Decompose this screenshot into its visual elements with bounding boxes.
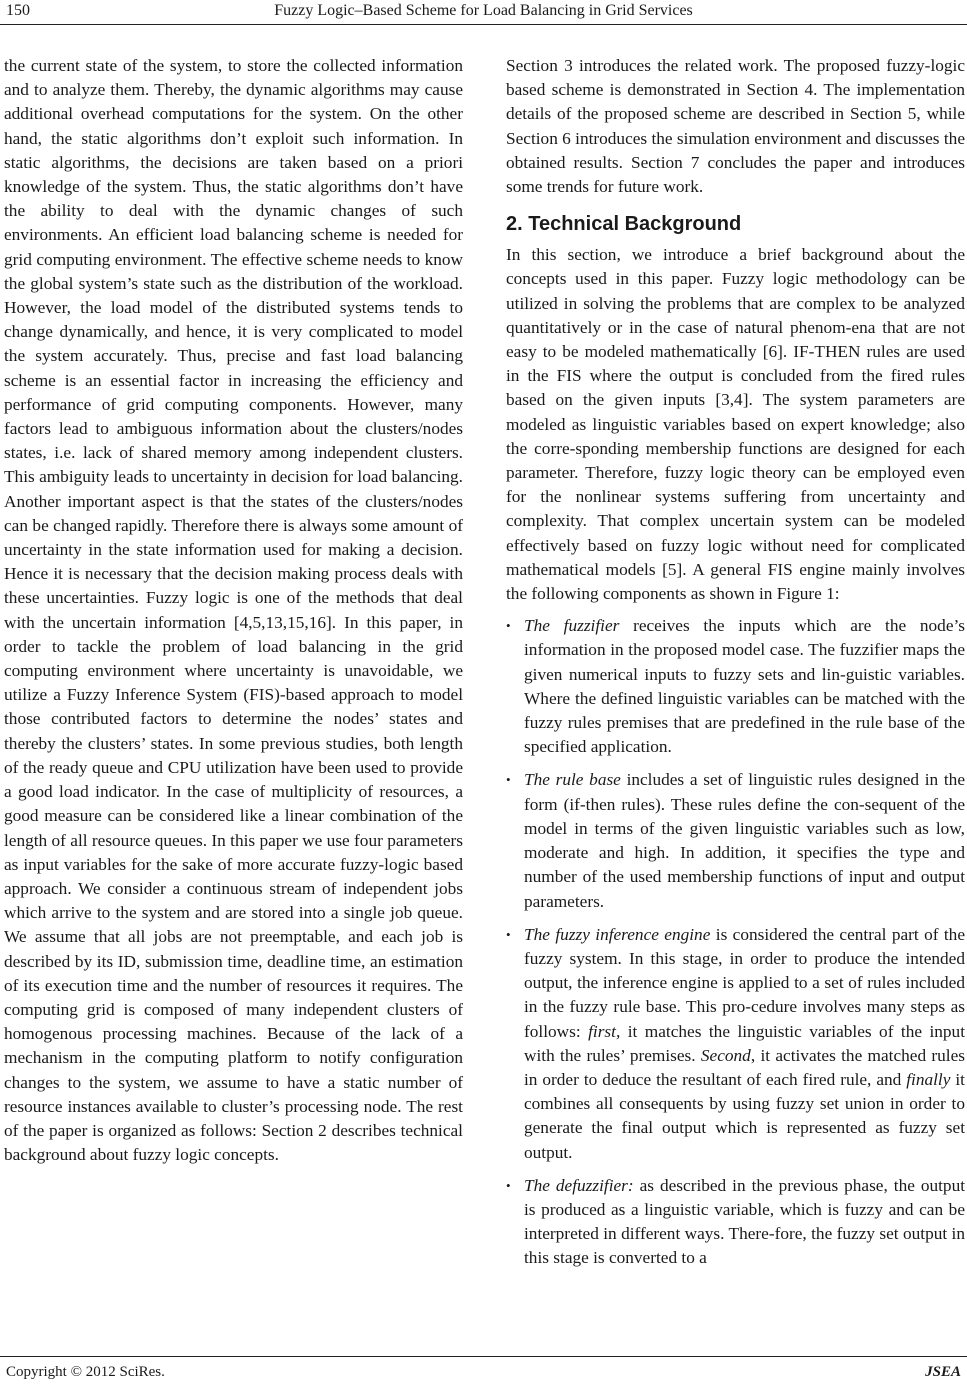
bullet-icon: • — [506, 772, 511, 788]
section-heading: 2. Technical Background — [506, 213, 742, 236]
background-paragraph: In this section, we introduce a brief background about the concepts used in this paper. Fuzzy logic methodology can be utilized in solving the problems that are complex to be analyzed quantitatively or in the case of natural phenom-ena that are not easy to be modeled mathematically [6]. IF-THEN rules are used in the FIS where the output is concluded from the fired rules based on the given inputs [3,4]. The system parameters are modeled as linguistic variables based on expert knowledge; also the corre-sponding membership functions are designed for each parameter. Therefore, fuzzy logic theory can be employed even for the nonlinear systems suffering from uncertainty and complexity. That complex uncertain system can be modeled effectively based on fuzzy logic without need for complicated mathematical models [5]. A general FIS engine mainly involves the following components as shown in Figure 1: — [506, 245, 965, 604]
term-defuzzifier: The defuzzifier: — [524, 1175, 634, 1195]
running-title: Fuzzy Logic–Based Scheme for Load Balancing in Grid Services — [274, 2, 693, 19]
emphasis-second: Second — [700, 1045, 751, 1065]
list-item-inference-engine — [506, 923, 965, 1165]
bullet-icon: • — [506, 926, 511, 942]
body-paragraph: the current state of the system, to store the collected information and to analyze them. Thereby, the dynamic algorithms may cause additional overhead computations for the system. On the other hand, the static algorithms don’t exploit such information. In static algorithms, the decisions are taken based on a priori knowledge of the system. Thus, the static algorithms don’t have the ability to deal with the dynamic changes of such environments. An efficient load balancing scheme is needed for grid computing environment. The effective scheme needs to know the global system’s state such as the distribution of the workload. However, the load model of the distributed systems tends to change dynamically, and hence, it is very complicated to model the system accurately. Thus, precise and fast load balancing scheme is an essential factor in increasing the efficiency and performance of grid computing components. However, many factors lead to ambiguous information about the clusters/nodes states, i.e. lack of shared memory among independent clusters. This ambiguity leads to uncertainty in decision for load balancing. Another important aspect is that the states of the clusters/nodes can be changed rapidly. Therefore there is always some amount of uncertainty in the state information used for making a decision. Hence it is necessary that the decision making process deals with these uncertainties. Fuzzy logic is one of the methods that deal with the uncertain information [4,5,13,15,16]. In this paper, in order to tackle the problem of load balancing in the grid computing environment where uncertainty is unavoidable, we utilize a Fuzzy Inference System (FIS)-based approach to model those contributed factors to determine the nodes’ states and thereby the clusters’ states. In some previous studies, both length of the ready queue and CPU utilization have been used to provide a good load indicator. In the case of multiplicity of resources, a good measure can be considered like a linear combination of the length of all resource queues. In this paper we use four parameters as input variables for the sake of more accurate fuzzy-logic based approach. We consider a continuous stream of independent jobs which arrive to the system and are stored into a single job queue. We assume that all jobs are not preemptable, and each job is described by its ID, submission time, deadline time, an estimation of its execution time and the number of resources it requires. The computing grid is composed of many independent clusters of homogenous processing machines. Because of the lack of a mechanism in the computing platform to notify configuration changes to the system, we assume to have a static number of resource instances available to cluster’s processing node. The rest of the paper is organized as follows: Section 2 describes technical background about fuzzy logic concepts. — [4, 56, 463, 1165]
left-column — [4, 54, 463, 1167]
list-item-text: as described in the previous phase, the output is produced as a linguistic variable, which is fuzzy and can be interpreted in different ways. There-fore, the fuzzy set output in this stage is converted to a — [524, 1175, 966, 1268]
term-rule-base: The rule base — [524, 770, 621, 790]
list-item-text: includes a set of linguistic rules designed in the form (if-then rules). These rules define the con-sequent of the model in terms of the given linguistic variables such as low, moderate and high. In addition, it specifies the type and number of the used membership functions of input and output parameters. — [524, 770, 965, 911]
bullet-icon: • — [506, 618, 511, 634]
page-number: 150 — [6, 2, 30, 19]
list-item-rule-base — [506, 768, 965, 913]
header-rule — [0, 24, 967, 25]
component-list — [506, 614, 965, 1270]
intro-paragraph: Section 3 introduces the related work. The proposed fuzzy-logic based scheme is demonstrated in Section 4. The implementation details of the proposed scheme are described in Section 5, while Section 6 introduces the simulation environment and discusses the obtained results. Section 7 concludes the paper and introduces some trends for future work. — [506, 56, 965, 197]
footer-rule — [0, 1356, 967, 1357]
copyright-notice: Copyright © 2012 SciRes. — [6, 1364, 165, 1380]
list-item-defuzzifier — [506, 1174, 965, 1271]
list-item-text: it combines all consequents by using fuzzy set union in order to generate the final output which is represented as fuzzy set output. — [524, 1069, 965, 1162]
term-fuzzifier: The fuzzifier — [524, 616, 620, 636]
page-footer — [0, 1356, 967, 1386]
term-inference-engine: The fuzzy inference engine — [524, 924, 711, 944]
emphasis-first: first, — [588, 1021, 621, 1041]
bullet-icon: • — [506, 1177, 511, 1193]
list-item-text: is considered the central part of the fuzzy system. In this stage, in order to produce the intended output, the inference engine is applied to a set of rules included in the fuzzy rule base. This pro-cedure involves many steps as follows: — [524, 924, 965, 1041]
list-item-text: it matches the linguistic variables of the input with the rules’ premises. — [524, 1021, 965, 1065]
list-item-fuzzifier — [506, 614, 965, 759]
journal-name: JSEA — [925, 1364, 961, 1380]
list-item-text: , it activates the matched rules in order to deduce the resultant of each fired rule, and — [524, 1045, 965, 1089]
right-column — [506, 54, 965, 1280]
page-header — [0, 0, 967, 26]
emphasis-finally: finally — [906, 1069, 951, 1089]
list-item-text: receives the inputs which are the node’s information in the proposed model case. The fuzzifier maps the given numerical inputs to fuzzy sets and lin-guistic variables. Where the defined linguistic variables can be matched with the fuzzy rules premises that are predefined in the rule base of the specified application. — [524, 616, 966, 757]
